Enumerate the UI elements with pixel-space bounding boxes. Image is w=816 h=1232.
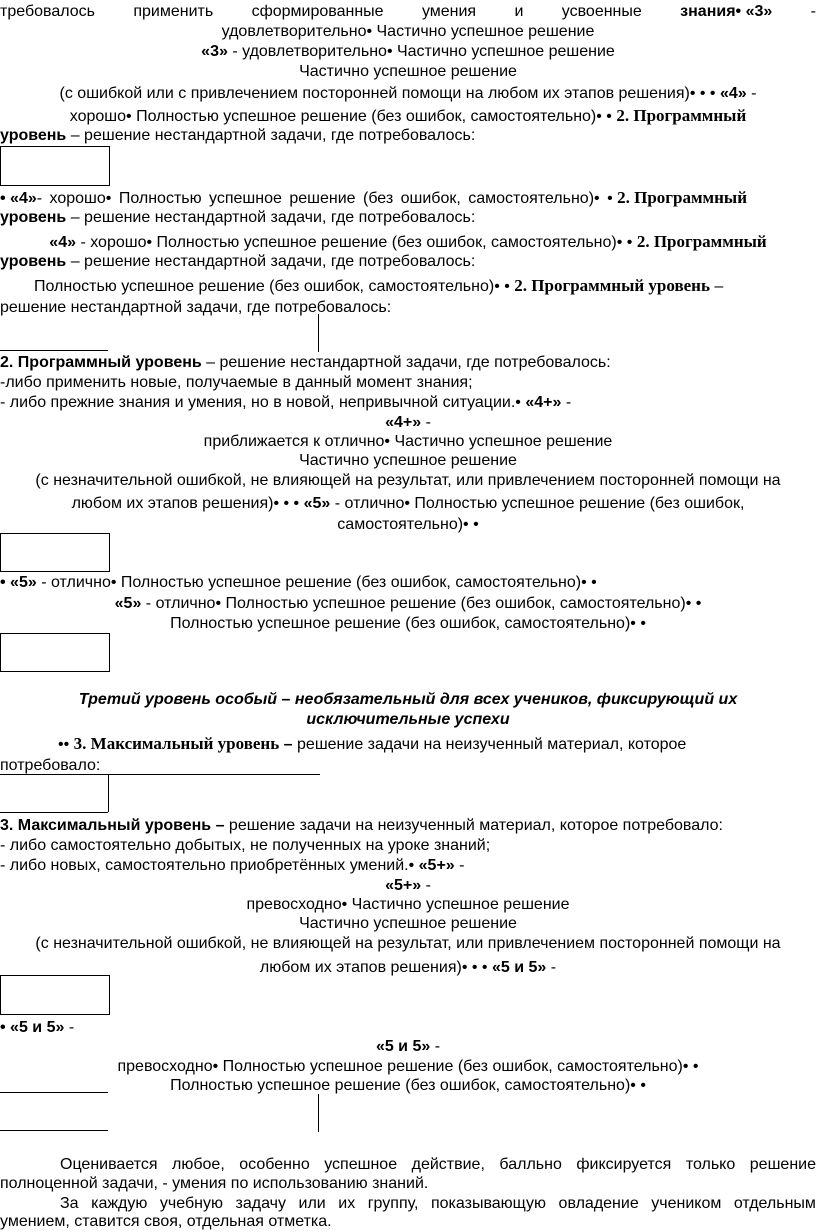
text-line-26: Третий уровень особый – необязательный для всех учеников, фиксирующий их [78,691,738,708]
word: балльно [499,1156,562,1173]
horizontal-rule [0,1092,108,1093]
text-line-20: (с незначительной ошибкой, не влияющей на результат, или привлечением посторонней помощи на [35,472,781,489]
horizontal-rule [0,812,108,813]
level-heading: 3. Максимальный уровень – [0,817,225,834]
text-line-41: Полностью успешное решение (без ошибок, самостоятельно)• • [170,1077,646,1094]
grade-mark: «5+» [385,877,422,894]
line-text: - отлично• Полностью успешное решение (без ошибок, самостоятельно)• • [141,595,702,612]
word: их [338,1195,356,1212]
grade-mark: «5 и 5» [491,959,547,976]
line-text: любом их этапов решения)• • • [71,495,304,512]
line-text: - хорошо• Полностью успешное решение (без ошибок, самостоятельно)• • [36,190,613,207]
grade-mark: «4» [49,234,76,251]
line-text: •• [58,736,74,753]
line-text: – решение нестандартной задачи, где потребовалось: [66,127,476,144]
line-text: – решение нестандартной задачи, где потребовалось: [201,354,611,371]
text-line-22: самостоятельно)• • [337,516,479,533]
line-text: - [746,85,757,102]
grade-mark: • «5 и 5» [0,1019,65,1036]
text-line-25: Полностью успешное решение (без ошибок, самостоятельно)• • [170,615,646,632]
grade-mark: «5+» [418,857,455,874]
level-heading: 2. Программный уровень [514,276,710,295]
line-text: решение задачи на неизученный материал, которое потребовало: [224,817,723,834]
text-line-16 [0,393,816,413]
word: фиксируется [576,1156,672,1173]
text-line-42 [60,1155,816,1175]
grade-mark: • «5» [0,574,37,591]
text-line-09 [0,208,816,228]
word: отдельным [733,1195,816,1212]
text-line-23 [0,573,816,593]
word: группу, [367,1195,419,1212]
line-text: - отлично• Полностью успешное решение (без ошибок, [330,495,745,512]
line-text: – [709,278,724,295]
text-line-27: исключительные успехи [306,711,510,728]
empty-box [0,975,110,1015]
word: только [685,1156,736,1173]
text-line-43: полноценной задачи, - умения по использованию знаний. [0,1175,429,1192]
text-line-21 [0,494,816,514]
text-line-07 [0,126,816,146]
word: применить [133,3,214,20]
text-line-18: приближается к отлично• Частично успешное решение [203,433,613,450]
line-text: - [561,394,572,411]
line-text: решение задачи на неизученный материал, которое [297,736,687,753]
word: каждую [91,1195,148,1212]
line-text: – решение нестандартной задачи, где потребовалось: [66,253,476,270]
text-line-35: Частично успешное решение [299,915,517,932]
grade-mark: «5» [303,495,331,512]
grade-mark: • «4» [0,190,37,207]
text-line-31: - либо самостоятельно добытых, не полученных на уроке знаний; [0,837,491,854]
text-line-11 [0,252,816,272]
grade-mark: «3» [201,43,228,60]
vertical-rule [318,1094,319,1132]
text-line-03 [0,42,816,62]
word: задачу [235,1195,286,1212]
line-text: - [64,1019,75,1036]
text-line-38 [0,1018,816,1038]
empty-box [0,146,110,186]
word: и [514,3,524,20]
word: любое, [172,1156,225,1173]
level-heading: 2. Программный [617,188,747,207]
text-line-10 [0,232,816,253]
text-line-40: превосходно• Полностью успешное решение (без ошибок, самостоятельно)• • [117,1058,699,1075]
line-text: хорошо• Полностью успешное решение (без ошибок, самостоятельно)• • [69,108,617,125]
grade-mark: «4» [719,85,747,102]
text-line-13: решение нестандартной задачи, где потребовалось: [0,299,392,316]
word: учеником [651,1195,722,1212]
text-line-06 [0,106,816,127]
text-line-24 [0,594,816,614]
line-text: - либо новых, самостоятельно приобретённых умений.• [0,857,419,874]
text-line-30 [0,816,816,836]
text-line-34: превосходно• Частично успешное решение [246,896,570,913]
word: показывающую [430,1195,547,1212]
text-line-01 [0,2,816,22]
level-heading: уровень [0,209,67,226]
word: - [810,3,816,20]
line-text: - хорошо• Полностью успешное решение (без ошибок, самостоятельно)• • [76,234,637,251]
level-heading: 2. Программный [636,232,767,251]
word: или [298,1195,326,1212]
word: За [60,1195,79,1212]
text-line-02: удовлетворительно• Частично успешное решение [221,23,595,40]
word: особенно [239,1156,310,1173]
word: усвоенные [561,3,642,20]
word: сформированные [251,3,384,20]
grade-mark: «4+» [525,394,562,411]
grade-mark: «5» [114,595,142,612]
word: овладение [558,1195,639,1212]
line-text: - [421,414,431,431]
vertical-rule [318,314,319,352]
line-text: любом их этапов решения)• • • [259,959,492,976]
horizontal-rule [0,1130,108,1131]
text-line-33 [0,876,816,896]
text-line-19: Частично успешное решение [299,452,517,469]
word: требовалось [0,3,95,20]
text-line-12 [34,276,816,297]
text-line-05 [0,84,816,104]
grade-mark: «4+» [385,414,422,431]
word: действие, [411,1156,485,1173]
line-text: - [430,1038,441,1055]
level-heading: уровень [0,253,67,270]
horizontal-rule [0,774,320,775]
word: умения [421,3,477,20]
line-text: (с ошибкой или с привлечением посторонней помощи на любом их этапов решения)• • • [59,85,720,102]
line-text: - отлично• Полностью успешное решение (без ошибок, самостоятельно)• • [36,574,597,591]
text-line-04: Частично успешное решение [299,63,517,80]
word: учебную [159,1195,223,1212]
text-line-29: потребовало: [0,757,101,774]
text-line-32 [0,856,816,876]
empty-box [0,633,110,672]
level-heading: уровень [0,127,67,144]
text-line-15: -либо применить новые, получаемые в данный момент знания; [0,374,473,391]
horizontal-rule [0,350,108,351]
level-heading: 2. Программный [616,106,747,125]
vertical-rule [108,774,109,812]
line-text: - [546,959,557,976]
line-text: Полностью успешное решение (без ошибок, самостоятельно)• • [34,278,515,295]
text-line-08 [0,188,816,209]
text-line-44 [60,1194,816,1214]
text-line-37 [0,958,816,978]
word: знания• «3» [680,3,773,20]
line-text: - [454,857,465,874]
text-line-28 [58,734,816,755]
text-line-17 [0,413,816,433]
text-line-39 [0,1037,816,1057]
line-text: – решение нестандартной задачи, где потребовалось: [66,209,476,226]
empty-box [0,533,110,572]
level-heading: 2. Программный уровень [0,354,202,371]
dash: – [279,736,298,753]
line-text: - либо прежние знания и умения, но в новой, непривычной ситуации.• [0,394,526,411]
level-heading: 3. Максимальный уровень [73,734,280,753]
text-line-14 [0,353,816,373]
line-text: - [421,877,431,894]
word: решение [749,1156,816,1173]
grade-mark: «5 и 5» [375,1038,431,1055]
line-text: - удовлетворительно• Частично успешное решение [227,43,615,60]
text-line-36: (с незначительной ошибкой, не влияющей на результат, или привлечением посторонней помощи на [35,935,781,952]
text-line-45: умением, ставится своя, отдельная отметка. [0,1213,332,1230]
word: Оценивается [60,1156,158,1173]
word: успешное [324,1156,398,1173]
